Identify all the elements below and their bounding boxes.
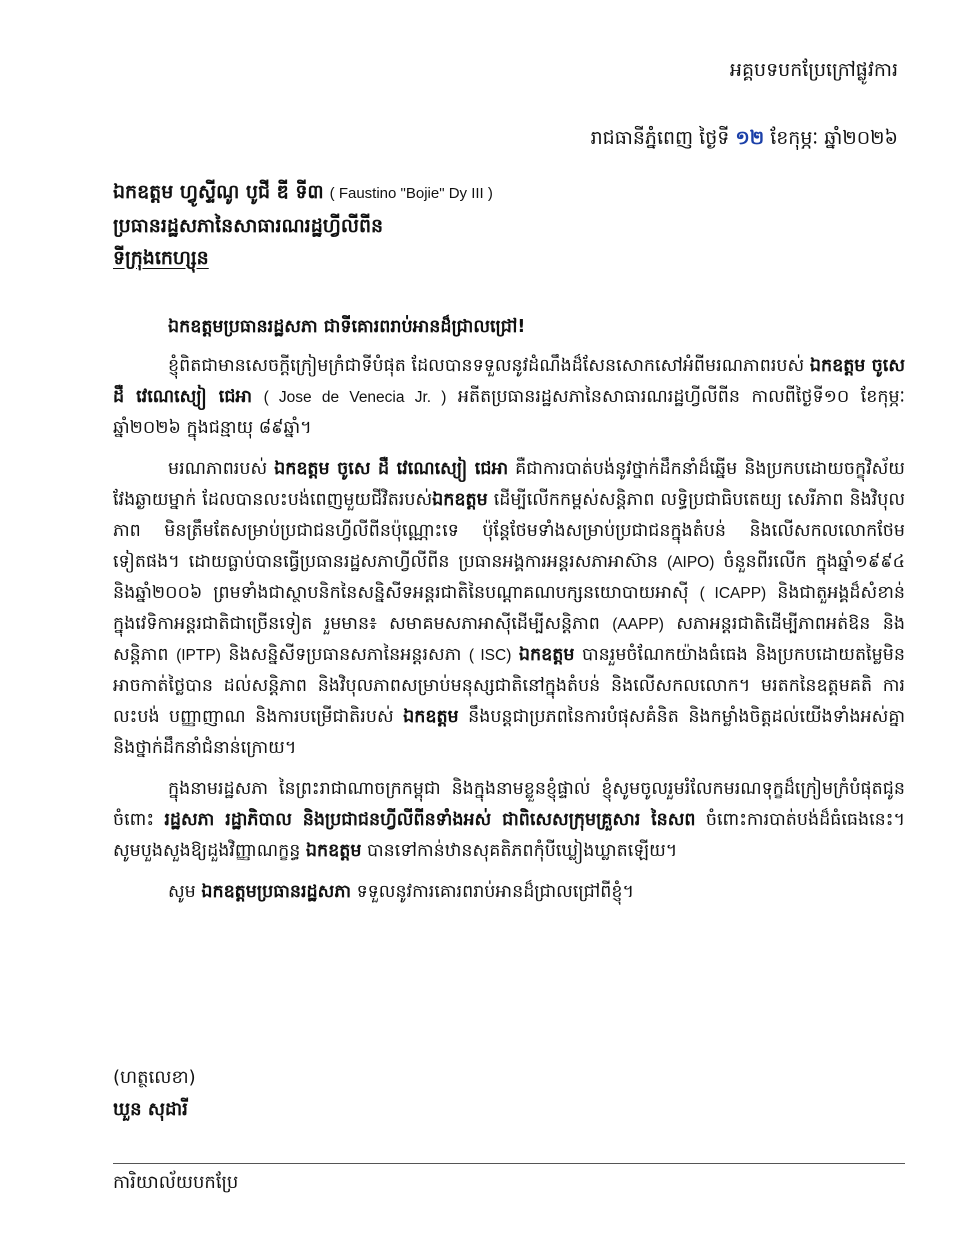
p2-text-d: ចំនួនពីរលើក ក្នុងឆ្នាំ១៩៩៤ និងឆ្នាំ២០០៦ ព្រមទាំងជាស្ថាបនិកនៃសន្និសីទអន្តរជាតិនៃបណ្តាគណបក្សនយោបាយអាស៊ី bbox=[113, 552, 905, 603]
recipient-city bbox=[113, 242, 903, 274]
p3-name: ឯកឧត្តម bbox=[305, 841, 362, 861]
signature-note: (ហត្ថលេខា) bbox=[113, 1067, 196, 1088]
p2-text-a: មរណភាពរបស់ bbox=[168, 459, 268, 479]
recipient-city-text: ទីក្រុងកេហ្សុន bbox=[113, 247, 209, 269]
p4-text-a: សូម bbox=[168, 882, 196, 902]
date-day: ១២ bbox=[735, 127, 765, 149]
recipient-block bbox=[113, 176, 903, 274]
p2-name-3: ឯកឧត្តម bbox=[518, 645, 575, 665]
letter-body bbox=[113, 312, 905, 918]
p2-aipo: (AIPO) bbox=[667, 554, 715, 571]
p3-text-a: ក្នុងនាមរដ្ឋសភា នៃព្រះរាជាណាចក្រកម្ពុជា និងក្នុងនាមខ្លួនខ្ញុំផ្ទាល់ ខ្ញុំសូមចូលរួមរំលែកមរណទុក្ខដ៏ក្រៀមក្រំបំផុតជូនចំពោះ bbox=[113, 779, 905, 830]
p2-text-e: និងជាតួអង្គដ៏សំខាន់ក្នុងវេទិកាអន្តរជាតិជាច្រើនទៀត រួមមាន៖ សមាគមសភាអាស៊ីដើម្បីសន្តិភាព bbox=[113, 583, 905, 634]
footer-divider bbox=[113, 1163, 905, 1164]
p2-text-h: បានរួមចំណែកយ៉ាងធំធេង និងប្រកបដោយតម្លៃមិនអាចកាត់ថ្លៃបាន ដល់សន្តិភាព និងវិបុលភាពសម្រាប់មនុស្សជាតិនៅក្នុងតំបន់ និងលើសកលលោក។ មរតកនៃឧត្តមគតិ ការលះបង់ បញ្ញាញាណ និងការបម្រើជាតិរបស់ bbox=[113, 645, 905, 727]
p2-name: ឯកឧត្តម ចូសេ ដឺ វេណេស្យៀ ជេអា bbox=[274, 459, 509, 479]
p3-bold: រដ្ឋសភា រដ្ឋាភិបាល និងប្រជាជនហ្វីលីពីនទាំងអស់ ជាពិសេសក្រុមគ្រួសារ នៃសព bbox=[164, 810, 696, 830]
p2-iptp: (IPTP) bbox=[176, 647, 221, 664]
recipient-position: ប្រធានរដ្ឋសភានៃសាធារណរដ្ឋហ្វីលីពីន bbox=[113, 215, 384, 237]
salutation: ឯកឧត្តមប្រធានរដ្ឋសភា ជាទីគោរពរាប់អានដ៏ជ្រាលជ្រៅ! bbox=[168, 317, 526, 337]
p2-text-g: និងសន្និសីទប្រធានសភានៃអន្តរសភា bbox=[228, 645, 462, 665]
p4-text-b: ទទួលនូវការគោរពរាប់អានដ៏ជ្រាលជ្រៅពីខ្ញុំ។ bbox=[356, 882, 635, 902]
p4-bold: ឯកឧត្តមប្រធានរដ្ឋសភា bbox=[201, 882, 351, 902]
p1-latin-name: ( Jose de Venecia Jr. ) bbox=[263, 389, 447, 406]
signature-block bbox=[113, 1062, 196, 1126]
recipient-name-line bbox=[113, 176, 903, 210]
p2-name-2: ឯកឧត្តម bbox=[432, 490, 488, 510]
paragraph-2 bbox=[113, 454, 905, 764]
date-line bbox=[591, 124, 898, 152]
p1-name: ឯកឧត្តម ចូសេ ដឺ វេណេស្យៀ ជេអា bbox=[113, 356, 905, 407]
p2-text-b: គឺជាការបាត់បង់នូវថ្នាក់ដឹកនាំដ៏ឆ្នើម និងប្រកបដោយចក្ខុវិស័យវែងឆ្ងាយម្នាក់ ដែលបានលះបង់ពេញមួយជីវិតរបស់ bbox=[113, 459, 905, 510]
paragraph-3 bbox=[113, 774, 905, 867]
date-prefix: រាជធានីភ្នំពេញ ថ្ងៃទី bbox=[590, 127, 730, 149]
p2-text-c: ដើម្បីលើកកម្ពស់សន្តិភាព លទ្ធិប្រជាធិបតេយ្យ សេរីភាព និងវិបុលភាព មិនត្រឹមតែសម្រាប់ប្រជាជនហ្វីលីពីនប៉ុណ្ណោះទេ ប៉ុន្តែថែមទាំងសម្រាប់ប្រជាជនក្នុងតំបន់ និងលើសកលលោកថែមទៀតផង។ ដោយធ្លាប់បានធ្វើប្រធានរដ្ឋសភាហ្វីលីពីន ប្រធានអង្គការអន្តរសភាអាស៊ាន bbox=[113, 490, 906, 572]
p3-text-c: បានទៅកាន់ឋានសុគតិភពកុំបីឃ្លៀងឃ្លាតឡើយ។ bbox=[367, 841, 678, 861]
signature-name: ឃួន សុដារី bbox=[113, 1099, 188, 1120]
paragraph-1 bbox=[113, 351, 905, 444]
p1-text-a: ខ្ញុំពិតជាមានសេចក្តីក្រៀមក្រំជាទីបំផុត ដែលបានទទួលនូវដំណឹងដ៏សែនសោកសៅអំពីមរណភាពរបស់ bbox=[168, 356, 805, 376]
p2-aapp: (AAPP) bbox=[612, 616, 664, 633]
p2-isc: ( ISC) bbox=[468, 647, 512, 664]
p2-icapp: ( ICAPP) bbox=[699, 585, 767, 602]
p1-text-b: អតីតប្រធានរដ្ឋសភានៃសាធារណរដ្ឋហ្វីលីពីន កាលពីថ្ងៃទី១០ ខែកុម្ភៈ ឆ្នាំ២០២៦ ក្នុងជន្មាយុ ៨៩ឆ្នាំ។ bbox=[113, 387, 905, 438]
paragraph-4 bbox=[113, 877, 905, 908]
recipient-name-latin: ( Faustino "Bojie" Dy III ) bbox=[329, 185, 493, 202]
p2-text-i: នឹងបន្តជាប្រភពនៃការបំផុសគំនិត និងកម្លាំងចិត្តដល់យើងទាំងអស់គ្នា និងថ្នាក់ដឹកនាំជំនាន់ក្រោយ។ bbox=[113, 707, 905, 758]
date-suffix: ខែកុម្ភៈ ឆ្នាំ២០២៦ bbox=[770, 127, 898, 149]
p2-name-4: ឯកឧត្តម bbox=[403, 707, 459, 727]
p2-text-f: សភាអន្តរជាតិដើម្បីភាពអត់ឱន និងសន្តិភាព bbox=[113, 614, 905, 665]
footer-office-label: ការិយាល័យបកប្រែ bbox=[113, 1172, 239, 1193]
recipient-name-khmer: ឯកឧត្តម ហ្វូស្ទីណូ បូជី ឌី ទី៣ bbox=[113, 181, 324, 203]
p3-text-b: ចំពោះការបាត់បង់ដ៏ធំធេងនេះ។ សូមបួងសួងឱ្យដួងវិញ្ញាណក្ខន្ធ bbox=[113, 810, 905, 861]
unofficial-translation-label: អគ្គបទបកប្រែក្រៅផ្លូវការ bbox=[729, 59, 898, 81]
